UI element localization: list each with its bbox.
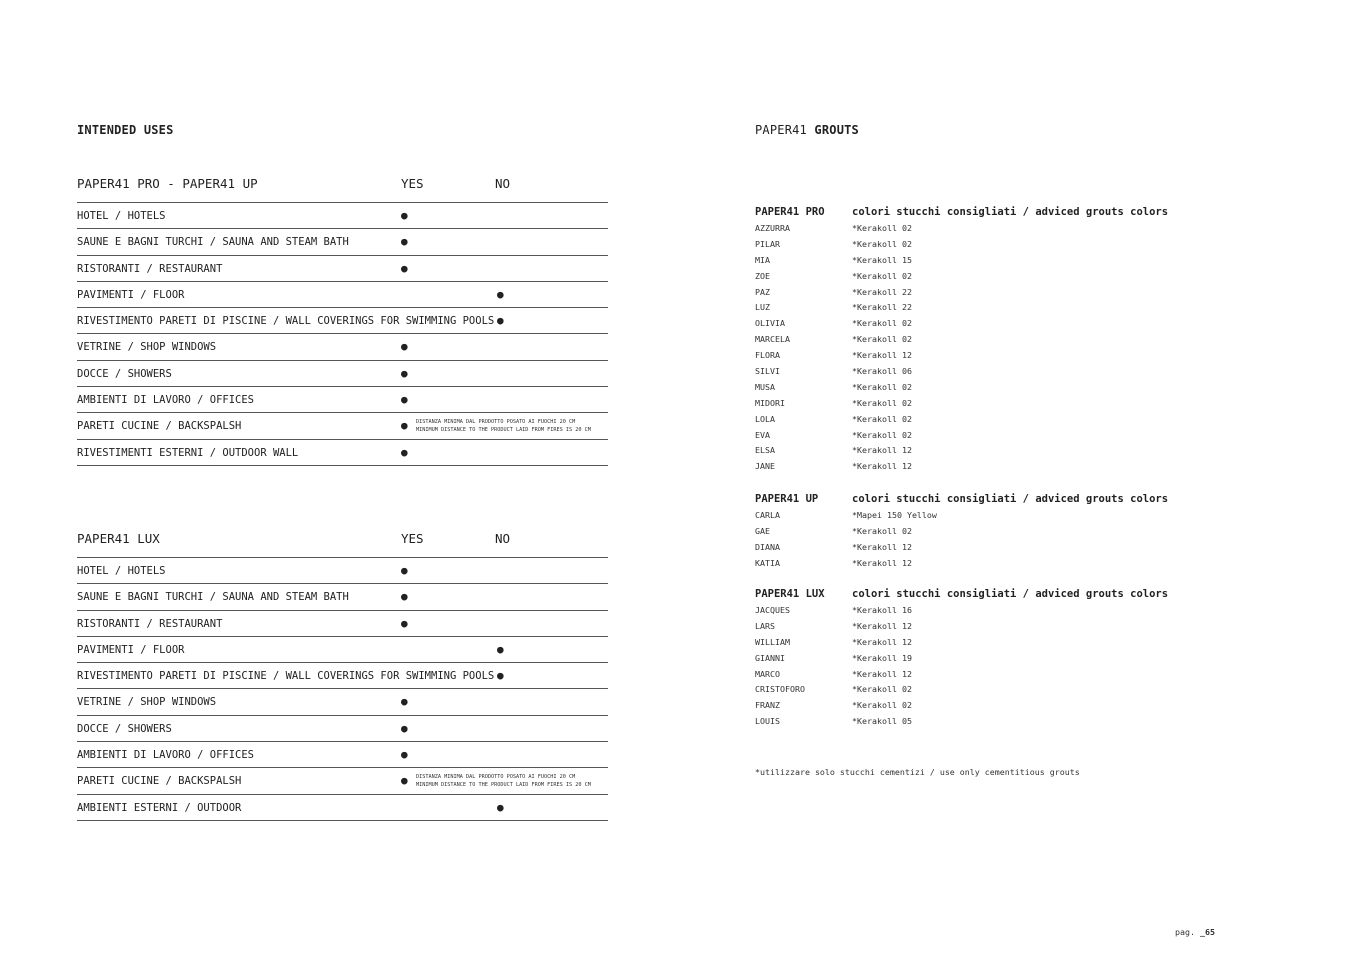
grout-row xyxy=(755,239,1235,255)
tile-color-name: MUSA xyxy=(755,381,775,392)
table-product-name: PAPER41 PRO - PAPER41 UP xyxy=(77,176,258,191)
use-label: RIVESTIMENTO PARETI DI PISCINE / WALL COVERINGS FOR SWIMMING POOLS xyxy=(77,315,495,328)
tile-color-name: AZZURRA xyxy=(755,223,790,233)
grouts-title xyxy=(755,123,859,137)
no-column-header: NO xyxy=(495,531,511,546)
grout-row xyxy=(755,684,1235,700)
tile-color-name: OLIVIA xyxy=(755,318,785,329)
grout-row xyxy=(755,526,1235,542)
grout-row xyxy=(755,700,1235,716)
table-row xyxy=(77,662,608,688)
use-label: HOTEL / HOTELS xyxy=(77,565,166,577)
use-label: HOTEL / HOTELS xyxy=(77,210,166,222)
use-label: RIVESTIMENTI ESTERNI / OUTDOOR WALL xyxy=(77,446,299,459)
use-label: PARETI CUCINE / BACKSPALSH xyxy=(77,420,242,433)
use-label: RISTORANTI / RESTAURANT xyxy=(77,617,223,630)
grout-footnote: *utilizzare solo stucchi cementizi / use only cementitious grouts xyxy=(755,767,1080,777)
tile-color-name: PAZ xyxy=(755,286,770,297)
yes-dot-icon: ● xyxy=(401,721,408,735)
use-label: PAVIMENTI / FLOOR xyxy=(77,288,185,301)
tile-color-name: LARS xyxy=(755,620,775,631)
grout-row xyxy=(755,223,1235,239)
table-row xyxy=(77,228,608,254)
grout-color: *Kerakoll 02 xyxy=(852,700,912,711)
tile-color-name: DIANA xyxy=(755,541,780,552)
grout-product-name: PAPER41 LUX xyxy=(755,588,825,600)
yes-dot-icon: ● xyxy=(401,393,408,407)
tile-color-name: LOUIS xyxy=(755,716,780,727)
table-row xyxy=(77,583,608,609)
yes-dot-icon: ● xyxy=(401,695,408,709)
tile-color-name: JANE xyxy=(755,461,775,472)
use-label: SAUNE E BAGNI TURCHI / SAUNA AND STEAM BATH xyxy=(77,591,349,604)
table-row xyxy=(77,307,608,333)
tile-color-name: FLORA xyxy=(755,350,780,361)
table-row xyxy=(77,688,608,714)
distance-note-en: MINIMUM DISTANCE TO THE PRODUCT LAID FROM FIRES IS 20 CM xyxy=(416,427,591,434)
grout-color: *Kerakoll 02 xyxy=(852,318,912,329)
grout-row xyxy=(755,605,1235,621)
table-row xyxy=(77,741,608,767)
use-label: DOCCE / SHOWERS xyxy=(77,367,172,380)
grout-color: *Kerakoll 15 xyxy=(852,254,912,265)
grout-color: *Kerakoll 19 xyxy=(852,652,912,663)
yes-dot-icon: ● xyxy=(401,774,408,788)
yes-dot-icon: ● xyxy=(401,235,408,249)
grout-color: *Kerakoll 12 xyxy=(852,445,912,456)
table-row xyxy=(77,202,608,228)
use-label: DOCCE / SHOWERS xyxy=(77,722,172,735)
tile-color-name: GAE xyxy=(755,525,770,536)
grout-row xyxy=(755,414,1235,430)
use-label: PARETI CUCINE / BACKSPALSH xyxy=(77,775,242,788)
grout-color: *Kerakoll 02 xyxy=(852,684,912,695)
table-header xyxy=(77,531,608,557)
distance-note-en: MINIMUM DISTANCE TO THE PRODUCT LAID FROM FIRES IS 20 CM xyxy=(416,782,591,789)
table-row xyxy=(77,557,608,583)
tile-color-name: KATIA xyxy=(755,557,780,568)
grout-color: *Kerakoll 02 xyxy=(852,238,912,249)
grout-color: *Kerakoll 12 xyxy=(852,461,912,472)
page-prefix: pag. xyxy=(1175,927,1195,937)
grouts-title-light: PAPER41 xyxy=(755,123,807,137)
use-label: AMBIENTI DI LAVORO / OFFICES xyxy=(77,394,255,407)
grout-color: *Kerakoll 05 xyxy=(852,716,912,727)
grout-row xyxy=(755,382,1235,398)
distance-note xyxy=(416,418,591,434)
table-row xyxy=(77,715,608,741)
grout-color: *Kerakoll 02 xyxy=(852,270,912,281)
yes-column-header: YES xyxy=(401,176,424,191)
tile-color-name: MIA xyxy=(755,254,770,265)
tile-color-name: FRANZ xyxy=(755,700,780,711)
grout-row xyxy=(755,542,1235,558)
tile-color-name: EVA xyxy=(755,429,770,440)
grout-color: *Kerakoll 12 xyxy=(852,557,912,568)
no-dot-icon: ● xyxy=(497,314,504,328)
grout-row xyxy=(755,621,1235,637)
grout-color: *Kerakoll 12 xyxy=(852,668,912,679)
tile-color-name: JACQUES xyxy=(755,605,790,615)
grout-color: *Kerakoll 12 xyxy=(852,541,912,552)
uses-table-pro-up xyxy=(77,176,608,466)
grout-color: *Kerakoll 02 xyxy=(852,397,912,408)
grout-column-header: colori stucchi consigliati / adviced grouts colors xyxy=(852,206,1169,218)
table-row xyxy=(77,386,608,412)
grout-row xyxy=(755,716,1235,732)
yes-dot-icon: ● xyxy=(401,366,408,380)
page-number xyxy=(1175,927,1215,937)
grout-color: *Kerakoll 22 xyxy=(852,302,912,313)
table-row xyxy=(77,333,608,359)
grout-row xyxy=(755,430,1235,446)
grout-color: *Kerakoll 22 xyxy=(852,286,912,297)
tile-color-name: GIANNI xyxy=(755,652,785,663)
no-dot-icon: ● xyxy=(497,287,504,301)
grout-row xyxy=(755,510,1235,526)
grout-group-pro xyxy=(755,206,1235,477)
grout-row xyxy=(755,669,1235,685)
table-header xyxy=(77,176,608,202)
grout-row xyxy=(755,637,1235,653)
grout-group-up xyxy=(755,493,1235,574)
grout-color: *Kerakoll 06 xyxy=(852,366,912,377)
tile-color-name: SILVI xyxy=(755,366,780,377)
table-row xyxy=(77,636,608,662)
use-label: AMBIENTI ESTERNI / OUTDOOR xyxy=(77,801,242,814)
yes-dot-icon: ● xyxy=(401,445,408,459)
yes-dot-icon: ● xyxy=(401,748,408,762)
yes-dot-icon: ● xyxy=(401,564,408,577)
tile-color-name: MARCO xyxy=(755,668,780,679)
table-row xyxy=(77,439,608,466)
grout-column-header: colori stucchi consigliati / adviced grouts colors xyxy=(852,588,1169,600)
table-row xyxy=(77,255,608,281)
grout-color: *Mapei 150 Yellow xyxy=(852,510,937,520)
grout-product-name: PAPER41 UP xyxy=(755,493,819,505)
tile-color-name: LUZ xyxy=(755,302,770,313)
uses-table-lux xyxy=(77,531,608,821)
tile-color-name: LOLA xyxy=(755,413,775,424)
grout-row xyxy=(755,318,1235,334)
grout-color: *Kerakoll 12 xyxy=(852,350,912,361)
page-number-value: _65 xyxy=(1199,927,1215,937)
grout-column-header: colori stucchi consigliati / adviced grouts colors xyxy=(852,493,1169,505)
use-label: VETRINE / SHOP WINDOWS xyxy=(77,696,217,709)
tile-color-name: PILAR xyxy=(755,238,780,249)
grout-row xyxy=(755,398,1235,414)
yes-dot-icon: ● xyxy=(401,419,408,433)
no-dot-icon: ● xyxy=(497,800,504,814)
use-label: SAUNE E BAGNI TURCHI / SAUNA AND STEAM BATH xyxy=(77,236,349,249)
grout-product-name: PAPER41 PRO xyxy=(755,206,825,218)
grout-row xyxy=(755,334,1235,350)
grout-row xyxy=(755,445,1235,461)
no-dot-icon: ● xyxy=(497,669,504,683)
grout-row xyxy=(755,461,1235,477)
yes-dot-icon: ● xyxy=(401,616,408,630)
distance-note-it: DISTANZA MINIMA DAL PRODOTTO POSATO AI FUOCHI 20 CM xyxy=(416,774,576,781)
grout-row xyxy=(755,350,1235,366)
yes-dot-icon: ● xyxy=(401,340,408,354)
no-dot-icon: ● xyxy=(497,642,504,656)
no-column-header: NO xyxy=(495,176,511,191)
grout-row xyxy=(755,558,1235,574)
grout-color: *Kerakoll 16 xyxy=(852,605,912,615)
tile-color-name: WILLIAM xyxy=(755,636,790,647)
use-label: PAVIMENTI / FLOOR xyxy=(77,643,185,656)
table-row xyxy=(77,610,608,636)
yes-column-header: YES xyxy=(401,531,424,546)
grout-color: *Kerakoll 02 xyxy=(852,429,912,440)
distance-note-it: DISTANZA MINIMA DAL PRODOTTO POSATO AI FUOCHI 20 CM xyxy=(416,419,576,426)
tile-color-name: ZOE xyxy=(755,270,770,281)
grout-row xyxy=(755,271,1235,287)
yes-dot-icon: ● xyxy=(401,261,408,275)
table-row xyxy=(77,281,608,307)
grout-row xyxy=(755,287,1235,303)
tile-color-name: CARLA xyxy=(755,510,780,520)
yes-dot-icon: ● xyxy=(401,209,408,222)
grout-color: *Kerakoll 02 xyxy=(852,381,912,392)
grout-color: *Kerakoll 02 xyxy=(852,334,912,345)
tile-color-name: MIDORI xyxy=(755,397,785,408)
table-row xyxy=(77,767,608,793)
grout-color: *Kerakoll 02 xyxy=(852,223,912,233)
grout-group-lux xyxy=(755,588,1235,732)
table-body xyxy=(77,202,608,466)
tile-color-name: CRISTOFORO xyxy=(755,684,805,695)
table-row xyxy=(77,794,608,821)
intended-uses-title: INTENDED USES xyxy=(77,123,174,137)
tile-color-name: MARCELA xyxy=(755,334,790,345)
grout-color: *Kerakoll 12 xyxy=(852,620,912,631)
table-row xyxy=(77,360,608,386)
table-product-name: PAPER41 LUX xyxy=(77,531,160,546)
grout-color: *Kerakoll 02 xyxy=(852,525,912,536)
yes-dot-icon: ● xyxy=(401,590,408,604)
use-label: RIVESTIMENTO PARETI DI PISCINE / WALL COVERINGS FOR SWIMMING POOLS xyxy=(77,670,495,683)
grout-row xyxy=(755,302,1235,318)
distance-note xyxy=(416,773,591,789)
tile-color-name: ELSA xyxy=(755,445,775,456)
table-row xyxy=(77,412,608,438)
grout-row xyxy=(755,255,1235,271)
table-body xyxy=(77,557,608,821)
grout-row xyxy=(755,653,1235,669)
grout-row xyxy=(755,366,1235,382)
use-label: RISTORANTI / RESTAURANT xyxy=(77,262,223,275)
grout-color: *Kerakoll 02 xyxy=(852,413,912,424)
grout-color: *Kerakoll 12 xyxy=(852,636,912,647)
grouts-title-bold: GROUTS xyxy=(814,123,859,137)
use-label: VETRINE / SHOP WINDOWS xyxy=(77,341,217,354)
grout-group-header xyxy=(755,493,1235,510)
grout-group-header xyxy=(755,588,1235,605)
use-label: AMBIENTI DI LAVORO / OFFICES xyxy=(77,749,255,762)
grout-group-header xyxy=(755,206,1235,223)
